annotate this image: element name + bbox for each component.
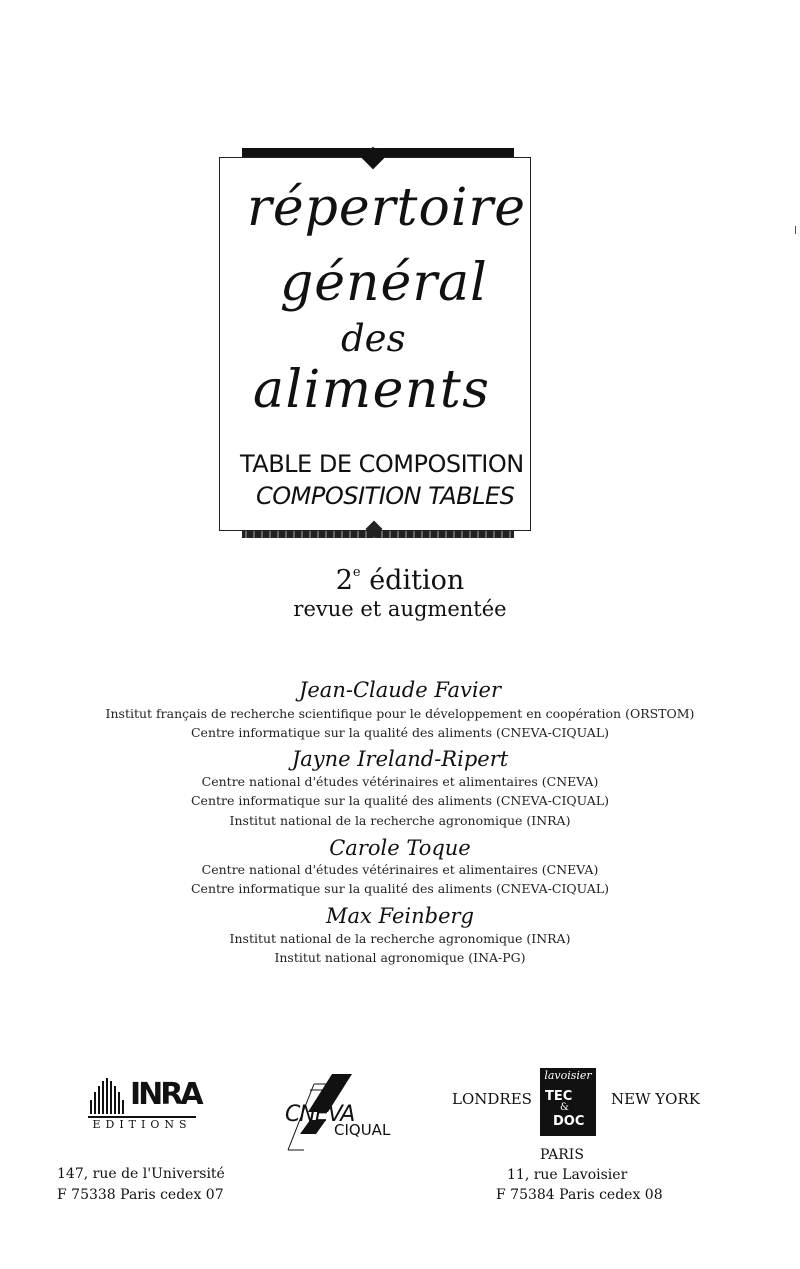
scan-edge-mark: [795, 226, 796, 234]
author-1-affiliation-2: Centre informatique sur la qualité des aliments (CNEVA-CIQUAL): [190, 725, 610, 740]
lavoisier-address-line-1: 11, rue Lavoisier: [507, 1167, 628, 1183]
inra-address-line-1: 147, rue de l'Université: [57, 1166, 225, 1182]
edition-note: revue et augmentée: [293, 597, 507, 621]
edition-label: édition: [360, 565, 465, 596]
tec-amp-logo-text: &: [560, 1102, 569, 1113]
author-2-affiliation-1: Centre national d'études vétérinaires et alimentaires (CNEVA): [201, 774, 599, 789]
subtitle-english: COMPOSITION TABLES: [256, 482, 515, 510]
title-line-1: répertoire: [247, 178, 527, 238]
author-3-affiliation-2: Centre informatique sur la qualité des aliments (CNEVA-CIQUAL): [190, 881, 610, 896]
title-line-4: aliments: [253, 360, 491, 420]
author-name-1: Jean-Claude Favier: [298, 678, 502, 702]
doc-logo-text: DOC: [553, 1114, 585, 1129]
author-4-affiliation-2: Institut national agronomique (INA-PG): [274, 950, 526, 965]
edition-number: 2: [335, 565, 353, 596]
ciqual-logo-text: CIQUAL: [334, 1121, 391, 1139]
author-name-2: Jayne Ireland-Ripert: [291, 747, 509, 771]
edition-superscript: e: [352, 565, 361, 580]
author-1-affiliation-1: Institut français de recherche scientifique pour le développement en coopération (ORSTOM): [105, 706, 695, 721]
author-4-affiliation-1: Institut national de la recherche agronomique (INRA): [229, 931, 571, 946]
city-new-york: NEW YORK: [611, 1090, 700, 1108]
author-2-affiliation-3: Institut national de la recherche agronomique (INRA): [229, 813, 571, 828]
city-londres: LONDRES: [452, 1090, 532, 1108]
author-name-3: Carole Toque: [329, 836, 471, 860]
edition-line: [0, 566, 800, 594]
title-line-2: général: [280, 253, 488, 313]
cneva-logo-text: CNEVA: [285, 1102, 355, 1127]
lavoisier-address-city: PARIS: [540, 1147, 584, 1163]
title-line-3: des: [341, 317, 406, 360]
author-2-affiliation-2: Centre informatique sur la qualité des aliments (CNEVA-CIQUAL): [190, 793, 610, 808]
inra-address-line-2: F 75338 Paris cedex 07: [57, 1187, 224, 1203]
subtitle-french: TABLE DE COMPOSITION: [240, 450, 524, 478]
author-3-affiliation-1: Centre national d'études vétérinaires et alimentaires (CNEVA): [201, 862, 599, 877]
inra-logo-bars-icon: [88, 1078, 128, 1114]
tec-logo-text: TEC: [545, 1089, 573, 1104]
inra-editions-label: EDITIONS: [92, 1118, 192, 1131]
inra-logo-text: INRA: [130, 1077, 201, 1112]
lavoisier-address-line-2: F 75384 Paris cedex 08: [496, 1187, 663, 1203]
lavoisier-logo-text: lavoisier: [544, 1069, 592, 1082]
author-name-4: Max Feinberg: [326, 904, 474, 928]
